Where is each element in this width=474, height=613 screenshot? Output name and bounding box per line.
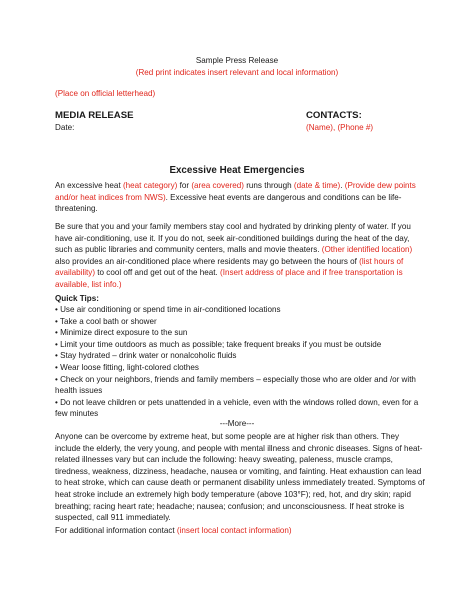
insert-other-location: (Other identified location) xyxy=(321,245,413,255)
intro-text-2: for xyxy=(177,181,192,190)
cooling-text-1: Be sure that you and your family members stay cool and hydrated by drinking plenty of water. If you have air-conditioning, use it. If you do not, seek air-conditioned buildings during the heat of the day, such as public libraries and community centers, malls and movie theaters. xyxy=(55,222,411,255)
contacts-label: CONTACTS: xyxy=(306,110,362,121)
tip-item: • Stay hydrated – drink water or nonalcoholic fluids xyxy=(55,351,237,361)
tip-item: • Limit your time outdoors as much as possible; take frequent breaks if you must be outside xyxy=(55,339,382,349)
tip-item: • Wear loose fitting, light-colored clothes xyxy=(55,362,199,372)
tip-item: • Check on your neighbors, friends and family members – especially those who are older and /or with health issues xyxy=(55,374,416,396)
cooling-text-2: also provides an air-conditioned place where residents may go between the hours of xyxy=(55,256,360,266)
headline: Excessive Heat Emergencies xyxy=(169,165,305,176)
intro-text-3: runs through xyxy=(243,181,294,190)
tip-item: • Do not leave children or pets unattended in a vehicle, even with the windows rolled down, even for a few minutes xyxy=(55,397,419,419)
insert-address: (Insert address of place and if free transportation is available, list info.) xyxy=(55,268,403,289)
tip-item: • Minimize direct exposure to the sun xyxy=(55,328,188,338)
intro-paragraph xyxy=(55,180,425,215)
risk-text: Anyone can be overcome by extreme heat, but some people are at higher risk than others. They include the elderly, the very young, and people with mental illness and chronic diseases. Signs of heat-related illnesses vary but can include the following: heavy sweating, paleness, muscle cramps, tiredness, weakness, dizziness, headache, nausea or vomiting, and fainting. Heat exhaustion can lead to heat stroke, which can cause death or permanent disability unless immediately treated. Symptoms of heat stroke include an extremely high body temperature (above 103°F); red, hot, and dry skin; rapid breathing; racing heart rate; headache; nausea; confusion; and unconsciousness. If heat stroke is suspected, call 911 immediately. xyxy=(55,432,425,523)
intro-text-4: . xyxy=(340,181,345,190)
more-separator: ---More--- xyxy=(219,419,255,428)
closing-text: For additional information contact xyxy=(55,526,177,535)
tip-item: • Use air conditioning or spend time in air-conditioned locations xyxy=(55,305,281,314)
insert-area-covered: (area covered) xyxy=(191,181,244,190)
media-release-label: MEDIA RELEASE xyxy=(55,110,134,121)
insert-hours: (list hours of availability) xyxy=(55,256,404,278)
closing-line xyxy=(55,525,425,537)
tip-item: • Take a cool bath or shower xyxy=(55,316,157,326)
insert-date-time: (date & time) xyxy=(293,181,341,190)
cooling-text-3: to cool off and get out of the heat. xyxy=(95,268,220,278)
insert-heat-category: (heat category) xyxy=(122,181,178,190)
insert-dew-points: (Provide dew points and/or heat indices from NWS) xyxy=(55,181,416,202)
document-subtitle: (Red print indicates insert relevant and local information) xyxy=(135,68,339,77)
letterhead-note: (Place on official letterhead) xyxy=(55,89,156,98)
quick-tips-heading: Quick Tips: xyxy=(55,294,99,303)
cooling-paragraph xyxy=(55,221,425,291)
intro-text-5: . Excessive heat events are dangerous and conditions can be life-threatening. xyxy=(55,192,402,214)
quick-tips-list xyxy=(55,304,425,420)
insert-contact-info: (insert local contact information) xyxy=(176,526,292,535)
date-label: Date: xyxy=(55,123,75,132)
document-title: Sample Press Release xyxy=(195,56,279,65)
intro-text-1: An excessive heat xyxy=(55,181,123,190)
risk-paragraph xyxy=(55,431,425,524)
contacts-value: (Name), (Phone #) xyxy=(306,123,374,132)
